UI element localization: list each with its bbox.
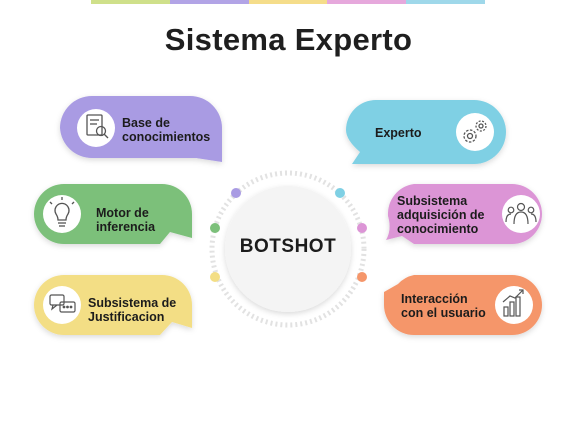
bubble-adquisicion-label: Subsistema adquisición de conocimiento (397, 194, 485, 236)
connector-dot-adquisicion (357, 223, 367, 233)
diagram-title: Sistema Experto (164, 22, 413, 57)
bubble-adquisicion-icon-circle (502, 195, 540, 233)
connector-dot-justificacion (210, 272, 220, 282)
connector-dot-base (231, 188, 241, 198)
connector-dot-motor (210, 223, 220, 233)
bubble-motor-label: Motor de inferencia (96, 206, 156, 234)
connector-dot-interaccion (357, 272, 367, 282)
hub-label: BOTSHOT (239, 236, 337, 257)
bubble-justificacion-label: Subsistema de Justificacion (88, 296, 177, 324)
bubble-experto-label: Experto (375, 126, 422, 140)
connector-dot-experto (335, 188, 345, 198)
bubble-interaccion-label: Interacción con el usuario (401, 292, 486, 320)
bubble-base-label: Base de conocimientos (122, 116, 211, 144)
bubble-motor-icon-circle (43, 195, 81, 233)
bubble-experto (346, 100, 506, 164)
